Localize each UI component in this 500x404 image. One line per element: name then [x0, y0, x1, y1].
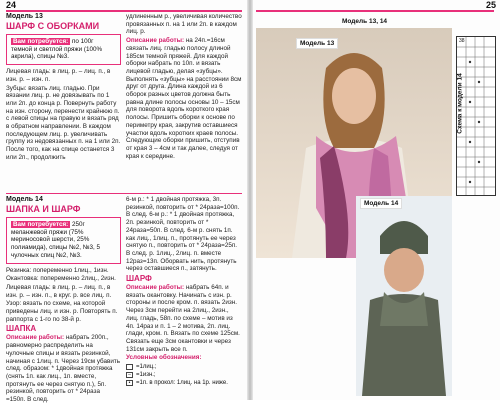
page-number: 24: [6, 0, 17, 10]
man-hat-illustration: [356, 196, 452, 396]
materials-label: Вам потребуется:: [13, 38, 69, 45]
stitch-teeth: Зубцы: вязать лиц. гладью. При вязании лиц. р. не довязывать по 1 или 2п. до конца р. Повернуть работу на изн. сторону, перенести крайнюю п. с левой спицы на правую и вязать ряд в обратном направлении. В каждом последующем лиц. р. увеличивать группу из недовязанных п. на 1 или 2п. После того, как на спице останется 3 или 2п., продолжить: [6, 84, 121, 161]
method-label: Описание работы:: [126, 37, 185, 45]
model-label: Модель 14: [6, 196, 43, 203]
scarf-method-text: набрать 64п. и вязать окантовку. Начинать с изн. р. стороны и после кром. п. вязать 2изн. Через 3см перейти на 2лиц., 2изн., лиц. гладь, 58п. по схеме – мотив из 4п. 14раз и п. 1 – 2 мотива, 2п. лиц. глади, кром. п. Вязать по схеме 125см. Связать еще 3см окантовки и через 131см закрыть все п.: [126, 284, 240, 353]
materials-label: Вам потребуется:: [13, 221, 69, 228]
page-number: 25: [485, 0, 496, 10]
cap-continued: 6-м р.: * 1 двойная протяжка, 3п. резинкой, повторить от * 24раза=100п. В след. 6-м р.: * 1 двойная протяжка, 2п. резинкой, повторить от * 24раза=50п. В след. 6-м р. снять 1п. как лиц., 1лиц. п., протянуть ее через снятую п., повторить от * 24раза=25п. В след. р. 1лиц., 2лиц. п. вместе 12раз=13п. Оборвать нить, протянуть через оставшиеся п., затянуть.: [126, 196, 240, 273]
cap-title: ШАПКА: [6, 324, 37, 334]
model13-title: ШАРФ С ОБОРКАМИ: [6, 21, 100, 31]
legend-title: Условные обозначения:: [126, 354, 202, 362]
chart-caption: Схема к модели 14: [456, 73, 464, 134]
materials-text: по 100г темной и светлой пряжи (100% акрила), спицы №3.: [11, 38, 103, 61]
model14-col2: [126, 196, 242, 396]
knit-symbol-icon: [126, 364, 133, 370]
photo-label: Модель 14: [360, 198, 402, 209]
materials-box: [6, 217, 121, 264]
stitch-rib: Резинка: попеременно 1лиц., 1изн.: [6, 266, 109, 274]
continued-text: удлиненным р., увеличивая количество провязанных п. на 1 или 2п. в каждом лиц. р.: [126, 13, 242, 36]
legend-item: =1лиц.;: [126, 363, 242, 371]
scarf-method-label: Описание работы:: [126, 284, 185, 292]
model13-col2: [126, 13, 242, 191]
legend-item: • =1п. в прокол: 1лиц. на 1р. ниже.: [126, 379, 242, 387]
section-divider: [6, 193, 242, 194]
cap-method-text: набрать 200п., равномерно распределить на чулочные спицы и вязать резинкой, начиная с 1лиц. п. Через 19см убавить след. образом: * 1двойная протяжка (снять 1п. как лиц., 1п. вместе, протянуть ее через снятую п.), 5п. резинкой, повторить от * 24раза =150п. В след.: [6, 334, 121, 404]
top-rule: [6, 10, 242, 12]
materials-box: [6, 34, 121, 65]
legend-item: – =1изн.;: [126, 371, 242, 379]
model14-title: ШАПКА И ШАРФ: [6, 204, 81, 214]
page-header: Модель 13, 14: [342, 18, 388, 25]
model13-col1: [6, 13, 121, 191]
model-label: Модель 13: [6, 13, 43, 20]
method-text: на 24п.=16см связать лиц. гладью полосу длиной 185см темной пряжей. Для каждой оборки набрать по 10п. и вязать лицевой гладью, делая «зубцы». Выполнять «зубцы» на расстоянии 8см друг от друга. Длина каждой из 6 оборок разных цветов должна быть равна длине полосы основы 10 – 15см для поворота вдоль короткого края полосы. Пришить оборки к основе по периметру края, закрутив оставшиеся участки вдоль коротких краев полосы. Следующие оборки пришить, отступив от края 3 – 4см и так далее, следуя от края к середине.: [126, 37, 242, 160]
stitch-stockinette: Лицевая гладь: в лиц. р. – лиц. п., в изн. р. – изн. п., в круг. р. все лиц. п.: [6, 283, 112, 299]
cap-method-label: Описание работы:: [6, 334, 65, 342]
scarf-title: ШАРФ: [126, 274, 152, 284]
stitch-edging: Окантовка: попеременно 2лиц., 2изн.: [6, 275, 116, 283]
chart-row-label: 38: [459, 38, 465, 44]
photo-label: Модель 13: [296, 38, 338, 49]
stitch-stockinette: Лицевая гладь: в лиц. р. – лиц. п., в изн. р. – изн. п.: [6, 68, 111, 83]
right-page: [252, 0, 500, 400]
stitch-pattern: Узор: вязать по схеме, на которой приведены лиц. и изн. р. Повторять п. раппорта с 1-го по 38-й р.: [6, 300, 118, 323]
materials-text: 250г меланжевой пряжи (75% мериносовой шерсти, 25% полиамида), спицы №2, №3, 5 чулочных спиц №2, №3.: [11, 221, 101, 259]
tuck-stitch-symbol-icon: •: [126, 380, 133, 386]
top-rule: [256, 10, 494, 12]
model14-col1: [6, 196, 121, 404]
purl-symbol-icon: –: [126, 372, 133, 378]
model14-photo: [356, 196, 452, 396]
left-page: [0, 0, 248, 404]
